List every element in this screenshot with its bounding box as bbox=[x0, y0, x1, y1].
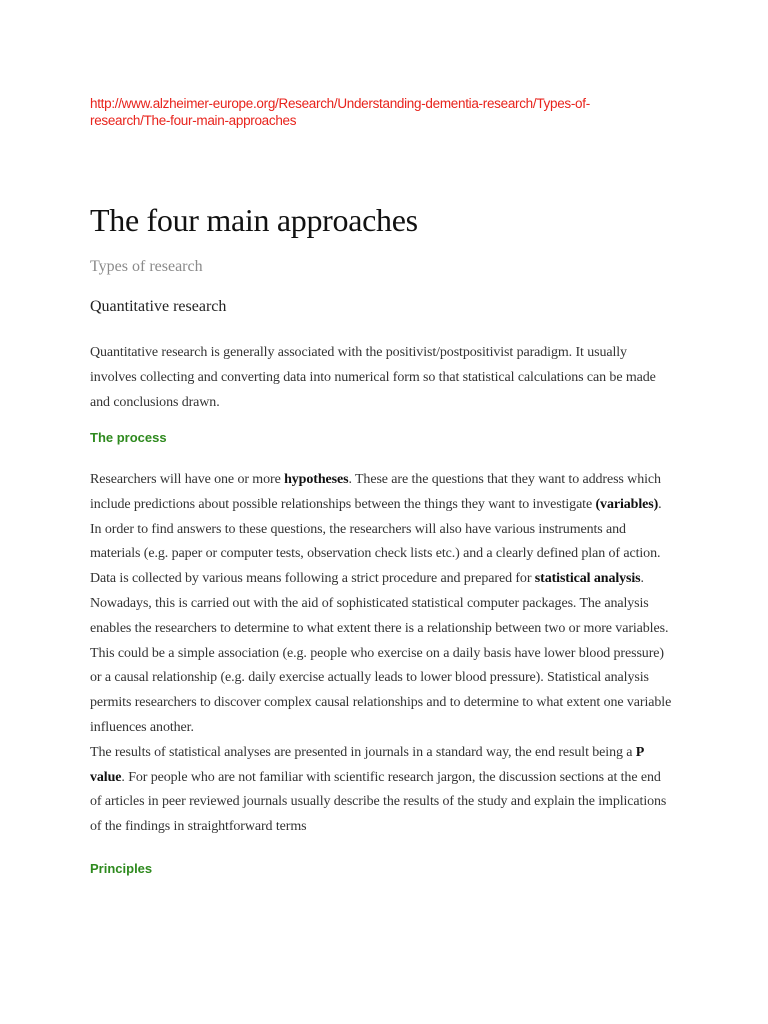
process-text-6: The results of statistical analyses are presented in journals in a standard way, the end result being a bbox=[90, 744, 636, 760]
process-paragraph bbox=[90, 468, 675, 840]
source-url-link[interactable]: http://www.alzheimer-europe.org/Research/Understanding-dementia-research/Types-of-research/The-four-main-approaches bbox=[90, 96, 590, 128]
term-p-value: P value bbox=[90, 744, 644, 785]
page-subtitle: Types of research bbox=[90, 258, 203, 275]
process-text-2: . These are the questions that they want to address which include predictions about possible relationships between the things they want to investigate bbox=[90, 472, 661, 512]
term-variables: (variables) bbox=[595, 496, 659, 512]
intro-paragraph: Quantitative research is generally associated with the positivist/postpositivist paradigm. It usually involves collecting and converting data into numerical form so that statistical calculations can be made and conclusions drawn. bbox=[90, 345, 656, 410]
process-text-5: . Nowadays, this is carried out with the aid of sophisticated statistical computer packages. The analysis enables the researchers to determine to what extent there is a relationship between two or more variables. This could be a simple association (e.g. people who exercise on a daily basis have lower blood pressure) or a causal relationship (e.g. daily exercise actually leads to lower blood pressure). Statistical analysis permits researchers to discover complex causal relationships and to determine to what extent one variable influences another. bbox=[90, 571, 672, 735]
process-text-4: Data is collected by various means following a strict procedure and prepared for bbox=[90, 571, 535, 587]
process-text-7: . For people who are not familiar with scientific research jargon, the discussion sections at the end of articles in peer reviewed journals usually describe the results of the study and explain the implications of the findings in straightforward terms bbox=[90, 769, 667, 835]
term-hypotheses: hypotheses bbox=[284, 472, 349, 487]
section-heading: Quantitative research bbox=[90, 298, 227, 315]
process-text-3: . In order to find answers to these questions, the researchers will also have various instruments and materials (e.g. paper or computer tests, observation check lists etc.) and a clearly defined plan of action. bbox=[90, 496, 662, 562]
page-title: The four main approaches bbox=[90, 202, 418, 238]
process-heading: The process bbox=[90, 430, 167, 445]
principles-heading: Principles bbox=[90, 861, 153, 876]
term-statistical-analysis: statistical analysis bbox=[534, 571, 641, 587]
process-text-1: Researchers will have one or more bbox=[90, 472, 285, 487]
